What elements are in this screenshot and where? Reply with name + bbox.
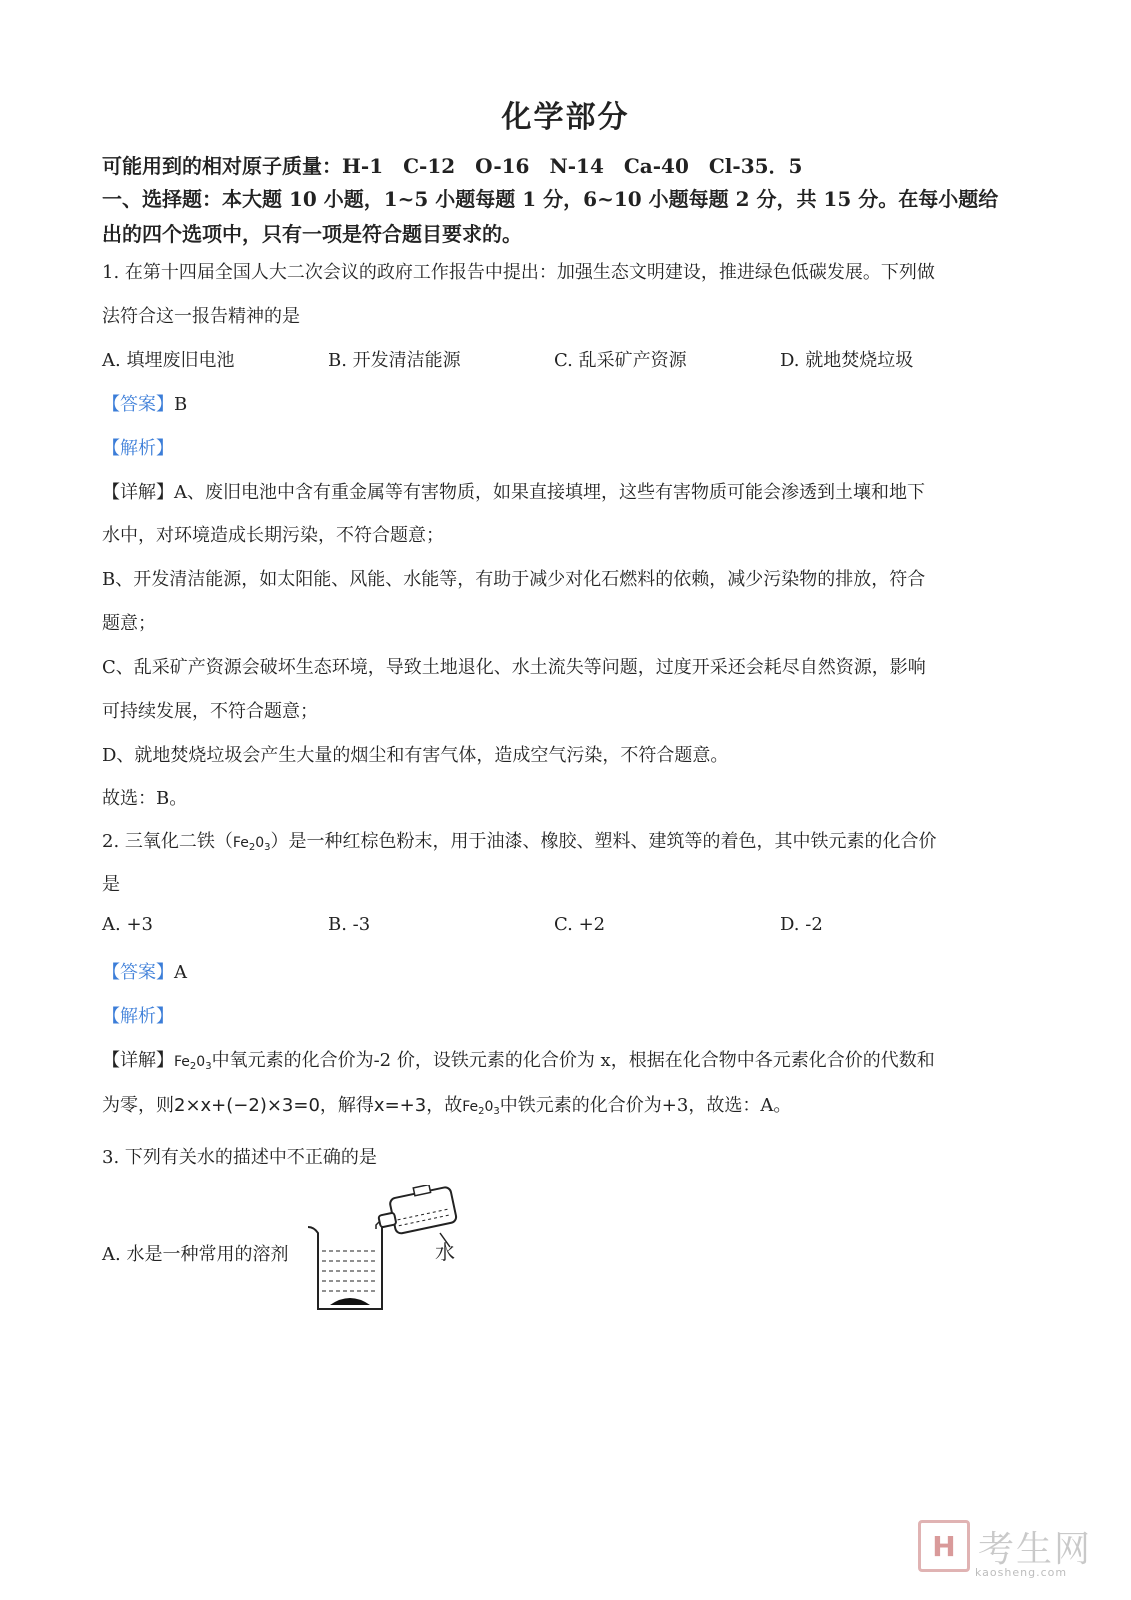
q1-analysis-tag: 【解析】 [102,438,174,459]
watermark-logo-icon: H [918,1520,970,1572]
q1-option-c: C. 乱采矿产资源 [554,350,687,371]
formula-fe2o3: $Fe_20_3$ [462,1099,500,1117]
q2-answer [102,958,187,984]
formula-fe2o3: $Fe_20_3$ [232,835,271,853]
q1-conclusion: 故选：B。 [102,788,188,809]
q2-analysis-tag: 【解析】 [102,1006,174,1027]
watermark [918,1520,1092,1572]
answer-value: A [174,962,187,983]
q1-option-b: B. 开发清洁能源 [328,350,461,371]
q1-answer [102,390,187,416]
equation: 2×x+(−2)×3=0 [174,1095,320,1116]
q1-option-d: D. 就地焚烧垃圾 [780,350,914,371]
page-title: 化学部分 [501,100,630,135]
q1-detail-line7: D、就地焚烧垃圾会产生大量的烟尘和有害气体，造成空气污染，不符合题意。 [102,745,729,766]
q2-stem-end: ）是一种红棕色粉末，用于油漆、橡胶、塑料、建筑等的着色，其中铁元素的化合价 [270,831,937,852]
q1-detail-line4: 题意； [102,613,156,634]
q2-detail-line1 [102,1046,935,1072]
solution: x=+3 [373,1095,427,1116]
q1-stem-line2: 法符合这一报告精神的是 [102,306,300,327]
answer-value: B [174,394,188,415]
answer-tag: 【答案】 [102,394,174,415]
q1-detail-line1 [102,478,925,504]
answer-tag: 【答案】 [102,962,174,983]
detail-tag: 【详解】 [102,482,174,503]
q1-option-a: A. 填埋废旧电池 [102,350,235,371]
section-heading-line2: 出的四个选项中，只有一项是符合题目要求的。 [102,222,522,246]
q2-option-b: B. -3 [328,914,371,935]
q1-detail-line5: C、乱采矿产资源会破坏生态环境，导致土地退化、水土流失等问题，过度开采还会耗尽自然资源，影响 [102,657,926,678]
detail-tag: 【详解】 [102,1050,174,1071]
q3-stem: 3. 下列有关水的描述中不正确的是 [102,1147,377,1168]
q1-detail-line6: 可持续发展，不符合题意； [102,701,318,722]
section-heading-line1: 一、选择题：本大题 10 小题，1~5 小题每题 1 分，6~10 小题每题 2 分，共 15 分。在每小题给 [102,187,999,211]
q1-detail-line3: B、开发清洁能源，如太阳能、风能、水能等，有助于减少对化石燃料的依赖，减少污染物的排放，符合 [102,569,926,590]
q2-option-c: C. +2 [554,914,606,935]
q1-detail-line2: 水中，对环境造成长期污染，不符合题意； [102,525,444,546]
atomic-masses: 可能用到的相对原子质量：H-1 C-12 O-16 N-14 Ca-40 Cl-35．5 [102,154,803,178]
q2-option-a: A. +3 [102,914,153,935]
watermark-text: 考生网 [978,1528,1093,1570]
detail-text: A、废旧电池中含有重金属等有害物质，如果直接填埋，这些有害物质可能会渗透到土壤和地下 [174,482,925,503]
q2-stem-line2: 是 [102,874,120,895]
q2-stem-start: 2. 三氧化二铁（ [102,831,233,852]
watermark-url: kaosheng.com [975,1566,1068,1579]
detail-text: 中氧元素的化合价为-2 价，设铁元素的化合价为 x，根据在化合物中各元素化合价的代数和 [211,1050,935,1071]
q2-option-d: D. -2 [780,914,823,935]
q1-stem-line1: 1. 在第十四届全国人大二次会议的政府工作报告中提出：加强生态文明建设，推进绿色低碳发展。下列做 [102,262,935,283]
q2-stem-line1 [102,827,936,853]
q3-option-a: A. 水是一种常用的溶剂 [102,1244,289,1265]
water-label: 水 [435,1240,455,1264]
formula-fe2o3: $Fe_20_3$ [174,1054,212,1072]
q2-detail-line2: 为零，则2×x+(−2)×3=0，解得x=+3，故$Fe_20_3$中铁元素的化合价为+3，故选：A。 [102,1095,792,1117]
